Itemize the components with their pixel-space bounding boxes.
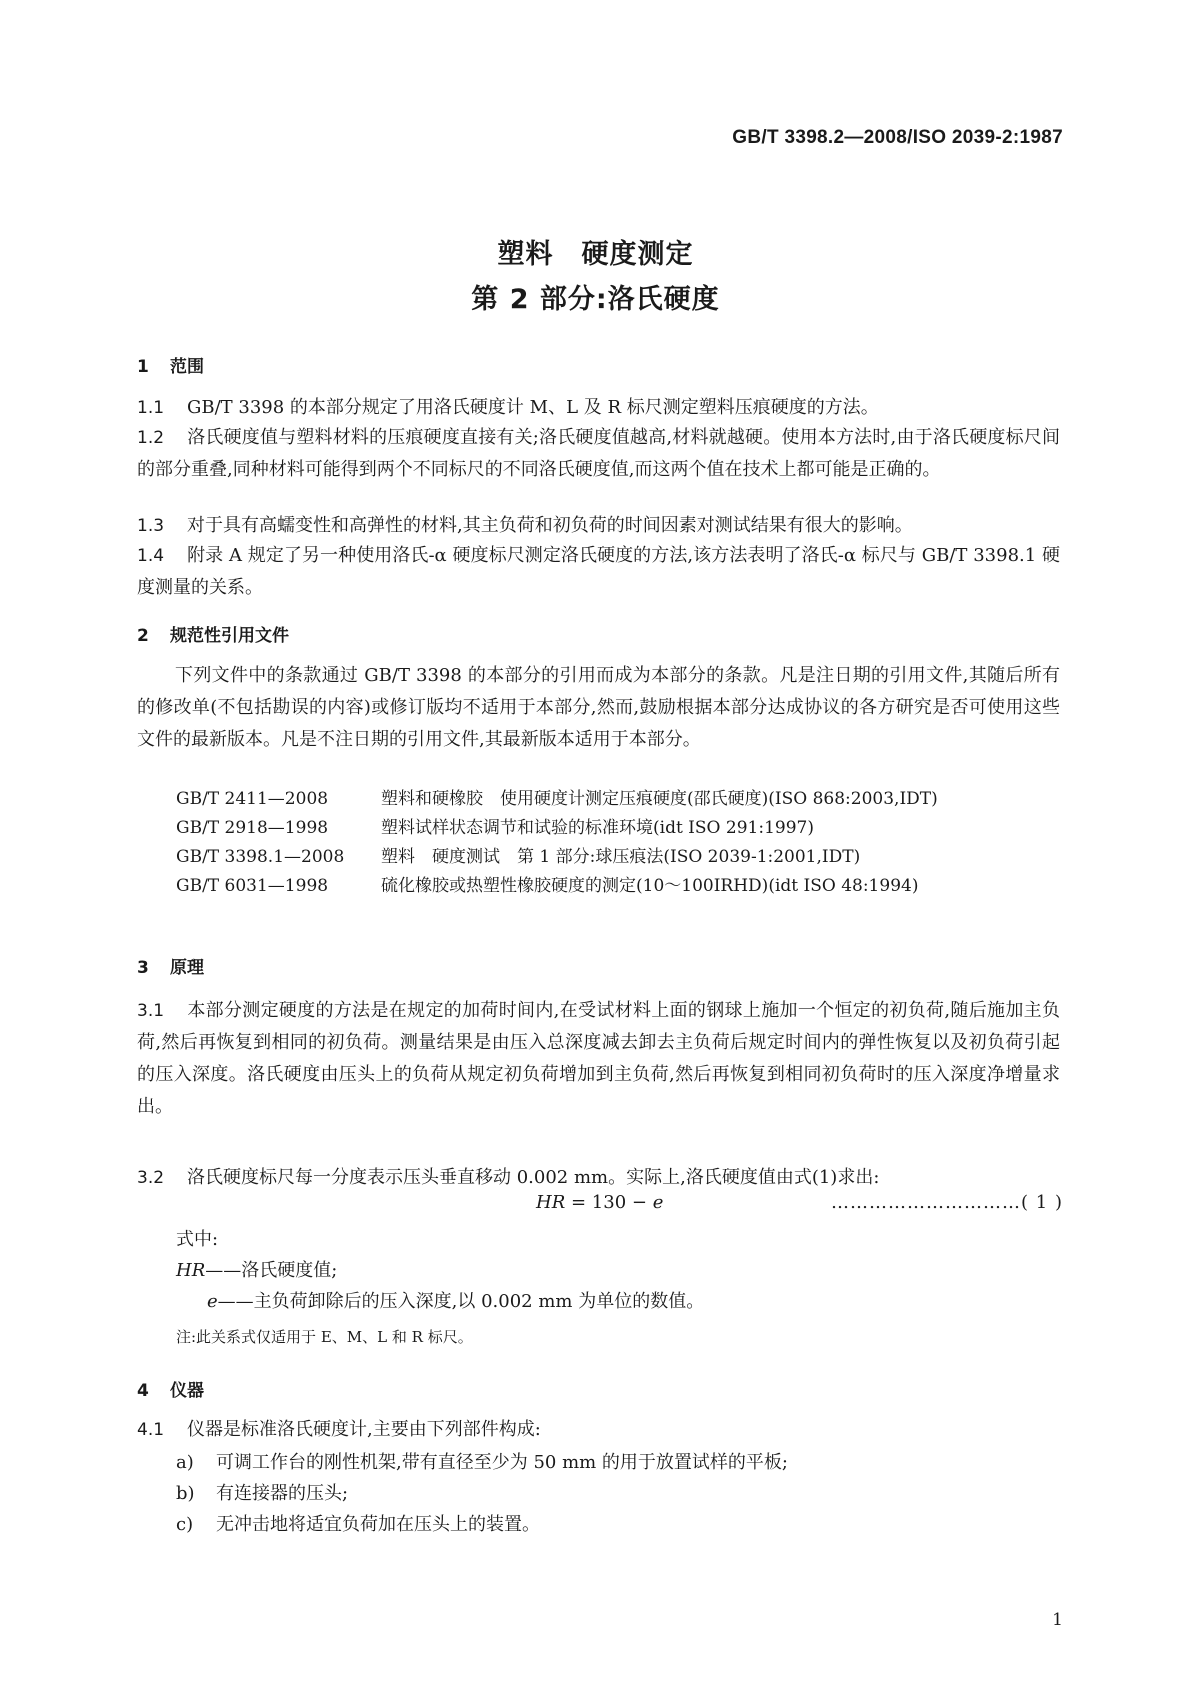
reference-title: 塑料 硬度测试 第 1 部分:球压痕法(ISO 2039-1:2001,IDT) — [381, 847, 861, 867]
section-number: 4 — [137, 1381, 149, 1401]
clause-number: 1.2 — [137, 428, 165, 448]
section-heading-1 — [137, 352, 204, 377]
formula-rhs: = 130 − — [570, 1192, 647, 1213]
formula-1 — [536, 1192, 663, 1213]
clause-text: 仪器是标准洛氏硬度计,主要由下列部件构成: — [187, 1419, 541, 1440]
section-title: 范围 — [170, 357, 204, 377]
clause-text: 洛氏硬度标尺每一分度表示压头垂直移动 0.002 mm。实际上,洛氏硬度值由式(1)求出: — [187, 1167, 880, 1188]
page-number: 1 — [1052, 1610, 1063, 1630]
clause-number: 1.4 — [137, 546, 165, 566]
normative-reference — [176, 812, 814, 844]
reference-title: 塑料和硬橡胶 使用硬度计测定压痕硬度(邵氏硬度)(ISO 868:2003,IDT) — [381, 789, 938, 809]
list-item-text: 无冲击地将适宜负荷加在压头上的装置。 — [216, 1514, 540, 1535]
section-title: 规范性引用文件 — [170, 626, 289, 646]
normative-reference — [176, 870, 918, 902]
doc-title-sub: 第 2 部分:洛氏硬度 — [471, 284, 720, 315]
section-heading-2 — [137, 621, 289, 646]
section-number: 3 — [137, 958, 149, 978]
list-item-label: a) — [176, 1452, 194, 1473]
list-item-text: 有连接器的压头; — [216, 1483, 349, 1504]
clause-1-4 — [137, 540, 1060, 604]
list-item — [176, 1510, 540, 1536]
clause-number: 4.1 — [137, 1420, 165, 1440]
clause-1-1 — [137, 392, 1060, 424]
list-item-label: b) — [176, 1483, 195, 1504]
reference-code: GB/T 2918—1998 — [176, 818, 329, 838]
where-label: 式中: — [176, 1229, 219, 1250]
clause-3-2 — [137, 1162, 1060, 1194]
reference-code: GB/T 6031—1998 — [176, 876, 329, 896]
clause-number: 3.1 — [137, 1001, 165, 1021]
clause-1-3 — [137, 510, 1060, 542]
definition-symbol: e — [207, 1291, 218, 1312]
clause-number: 1.3 — [137, 516, 165, 536]
clause-number: 3.2 — [137, 1168, 165, 1188]
section-number: 1 — [137, 357, 149, 377]
definition-text: ——洛氏硬度值; — [205, 1260, 338, 1281]
clause-3-1 — [137, 995, 1060, 1123]
clause-text: 附录 A 规定了另一种使用洛氏-α 硬度标尺测定洛氏硬度的方法,该方法表明了洛氏-α 标尺与 GB/T 3398.1 硬度测量的关系。 — [137, 545, 1060, 598]
clause-number: 1.1 — [137, 398, 165, 418]
clause-4-1 — [137, 1414, 1060, 1446]
section-title: 原理 — [170, 958, 204, 978]
definition-symbol: HR — [176, 1260, 206, 1281]
list-item-text: 可调工作台的刚性机架,带有直径至少为 50 mm 的用于放置试样的平板; — [216, 1452, 788, 1473]
section-title: 仪器 — [170, 1381, 204, 1401]
formula-note: 注:此关系式仅适用于 E、M、L 和 R 标尺。 — [176, 1328, 473, 1346]
formula-variable: e — [652, 1192, 664, 1213]
list-item — [176, 1448, 788, 1474]
formula-lhs: HR — [536, 1192, 566, 1213]
definition-text: ——主负荷卸除后的压入深度,以 0.002 mm 为单位的数值。 — [217, 1291, 705, 1312]
clause-text: GB/T 3398 的本部分规定了用洛氏硬度计 M、L 及 R 标尺测定塑料压痕硬度的方法。 — [187, 397, 879, 418]
reference-code: GB/T 2411—2008 — [176, 789, 329, 809]
section-2-intro: 下列文件中的条款通过 GB/T 3398 的本部分的引用而成为本部分的条款。凡是注日期的引用文件,其随后所有的修改单(不包括勘误的内容)或修订版均不适用于本部分,然而,鼓励根据本部分达成协议的各方研究是否可使用这些文件的最新版本。凡是不注日期的引用文件,其最新版本适用于本部分。 — [137, 665, 1060, 750]
standard-code: GB/T 3398.2—2008/ISO 2039-2:1987 — [732, 127, 1063, 148]
clause-text: 洛氏硬度值与塑料材料的压痕硬度直接有关;洛氏硬度值越高,材料就越硬。使用本方法时,由于洛氏硬度标尺间的部分重叠,同种材料可能得到两个不同标尺的不同洛氏硬度值,而这两个值在技术上都可能是正确的。 — [137, 427, 1060, 480]
clause-text: 本部分测定硬度的方法是在规定的加荷时间内,在受试材料上面的钢球上施加一个恒定的初负荷,随后施加主负荷,然后再恢复到相同的初负荷。测量结果是由压入总深度减去卸去主负荷后规定时间内的弹性恢复以及初负荷引起的压入深度。洛氏硬度由压头上的负荷从规定初负荷增加到主负荷,然后再恢复到相同初负荷时的压入深度净增量求出。 — [137, 1000, 1060, 1117]
clause-1-2 — [137, 422, 1060, 486]
definition-hr — [176, 1256, 337, 1282]
normative-reference — [176, 783, 938, 815]
reference-title: 塑料试样状态调节和试验的标准环境(idt ISO 291:1997) — [381, 818, 814, 838]
section-heading-3 — [137, 953, 204, 978]
normative-reference — [176, 841, 860, 873]
reference-code: GB/T 3398.1—2008 — [176, 847, 345, 867]
list-item-label: c) — [176, 1514, 194, 1535]
list-item — [176, 1479, 348, 1505]
equation-number: …………………………( 1 ) — [831, 1192, 1063, 1213]
definition-e — [207, 1287, 704, 1313]
clause-text: 对于具有高蠕变性和高弹性的材料,其主负荷和初负荷的时间因素对测试结果有很大的影响。 — [187, 515, 913, 536]
doc-title-main: 塑料 硬度测定 — [497, 239, 694, 270]
reference-title: 硫化橡胶或热塑性橡胶硬度的测定(10～100IRHD)(idt ISO 48:1994) — [381, 876, 919, 896]
section-number: 2 — [137, 626, 149, 646]
section-heading-4 — [137, 1376, 204, 1401]
